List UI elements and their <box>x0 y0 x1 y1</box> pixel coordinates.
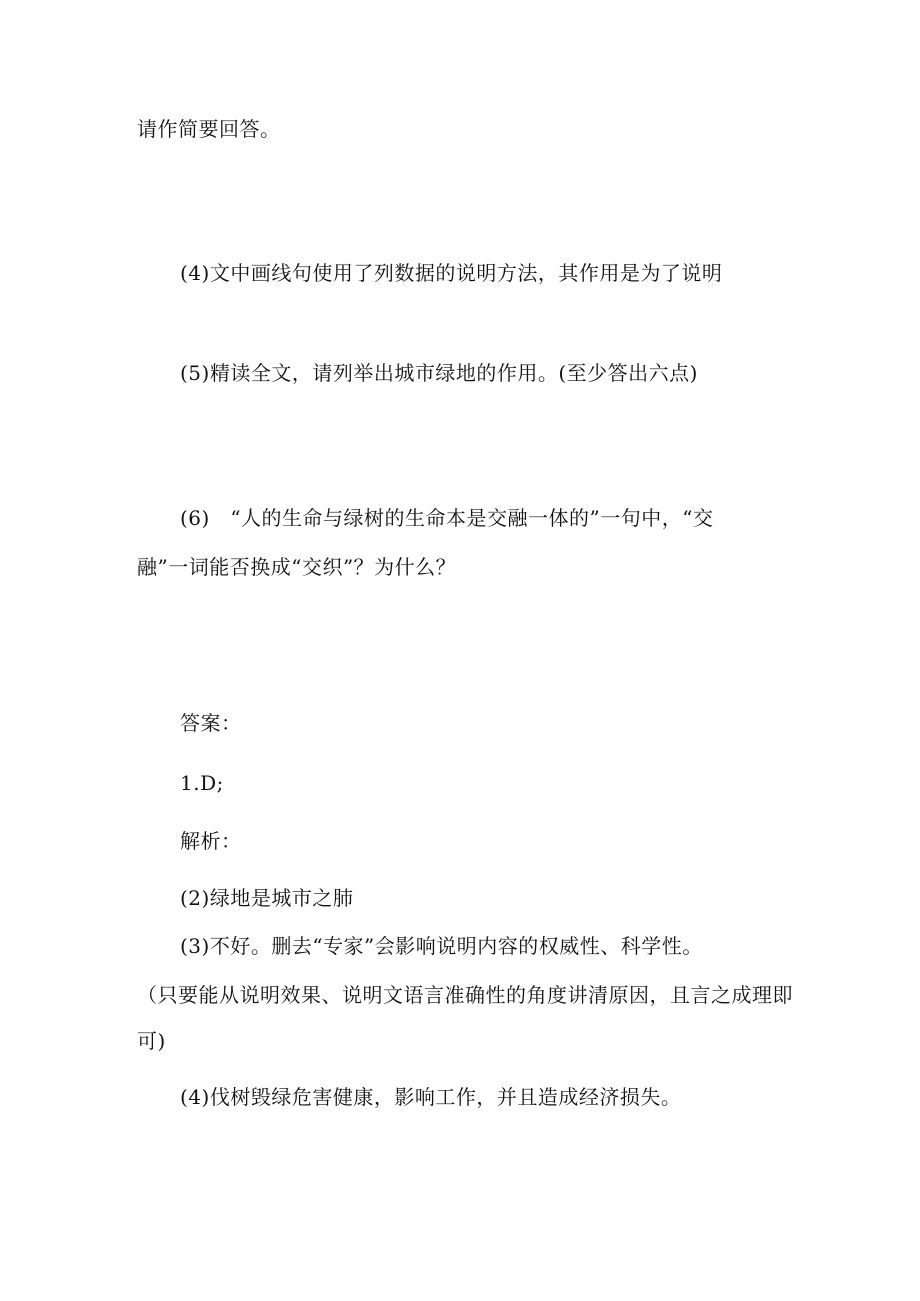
answer-3-note-line-2: 可) <box>137 1029 166 1053</box>
answer-2: (2)绿地是城市之肺 <box>180 886 354 910</box>
question-4: (4)文中画线句使用了列数据的说明方法，其作用是为了说明 <box>180 261 723 285</box>
question-6-line-2: 融”一词能否换成“交织”？为什么？ <box>137 555 457 579</box>
answers-heading: 答案： <box>180 711 242 735</box>
question-5: (5)精读全文，请列举出城市绿地的作用。(至少答出六点) <box>180 361 698 385</box>
question-6-line-1: (6) “人的生命与绿树的生命本是交融一体的”一句中，“交 <box>180 506 714 530</box>
analysis-label: 解析： <box>180 829 242 853</box>
answer-3: (3)不好。删去“专家”会影响说明内容的权威性、科学性。 <box>180 934 703 958</box>
answer-1: 1.D; <box>180 771 224 795</box>
answer-4: (4)伐树毁绿危害健康，影响工作，并且造成经济损失。 <box>180 1085 682 1109</box>
answer-3-note-line-1: （只要能从说明效果、说明文语言准确性的角度讲清原因，且言之成理即 <box>137 983 793 1007</box>
intro-text: 请作简要回答。 <box>137 117 281 141</box>
